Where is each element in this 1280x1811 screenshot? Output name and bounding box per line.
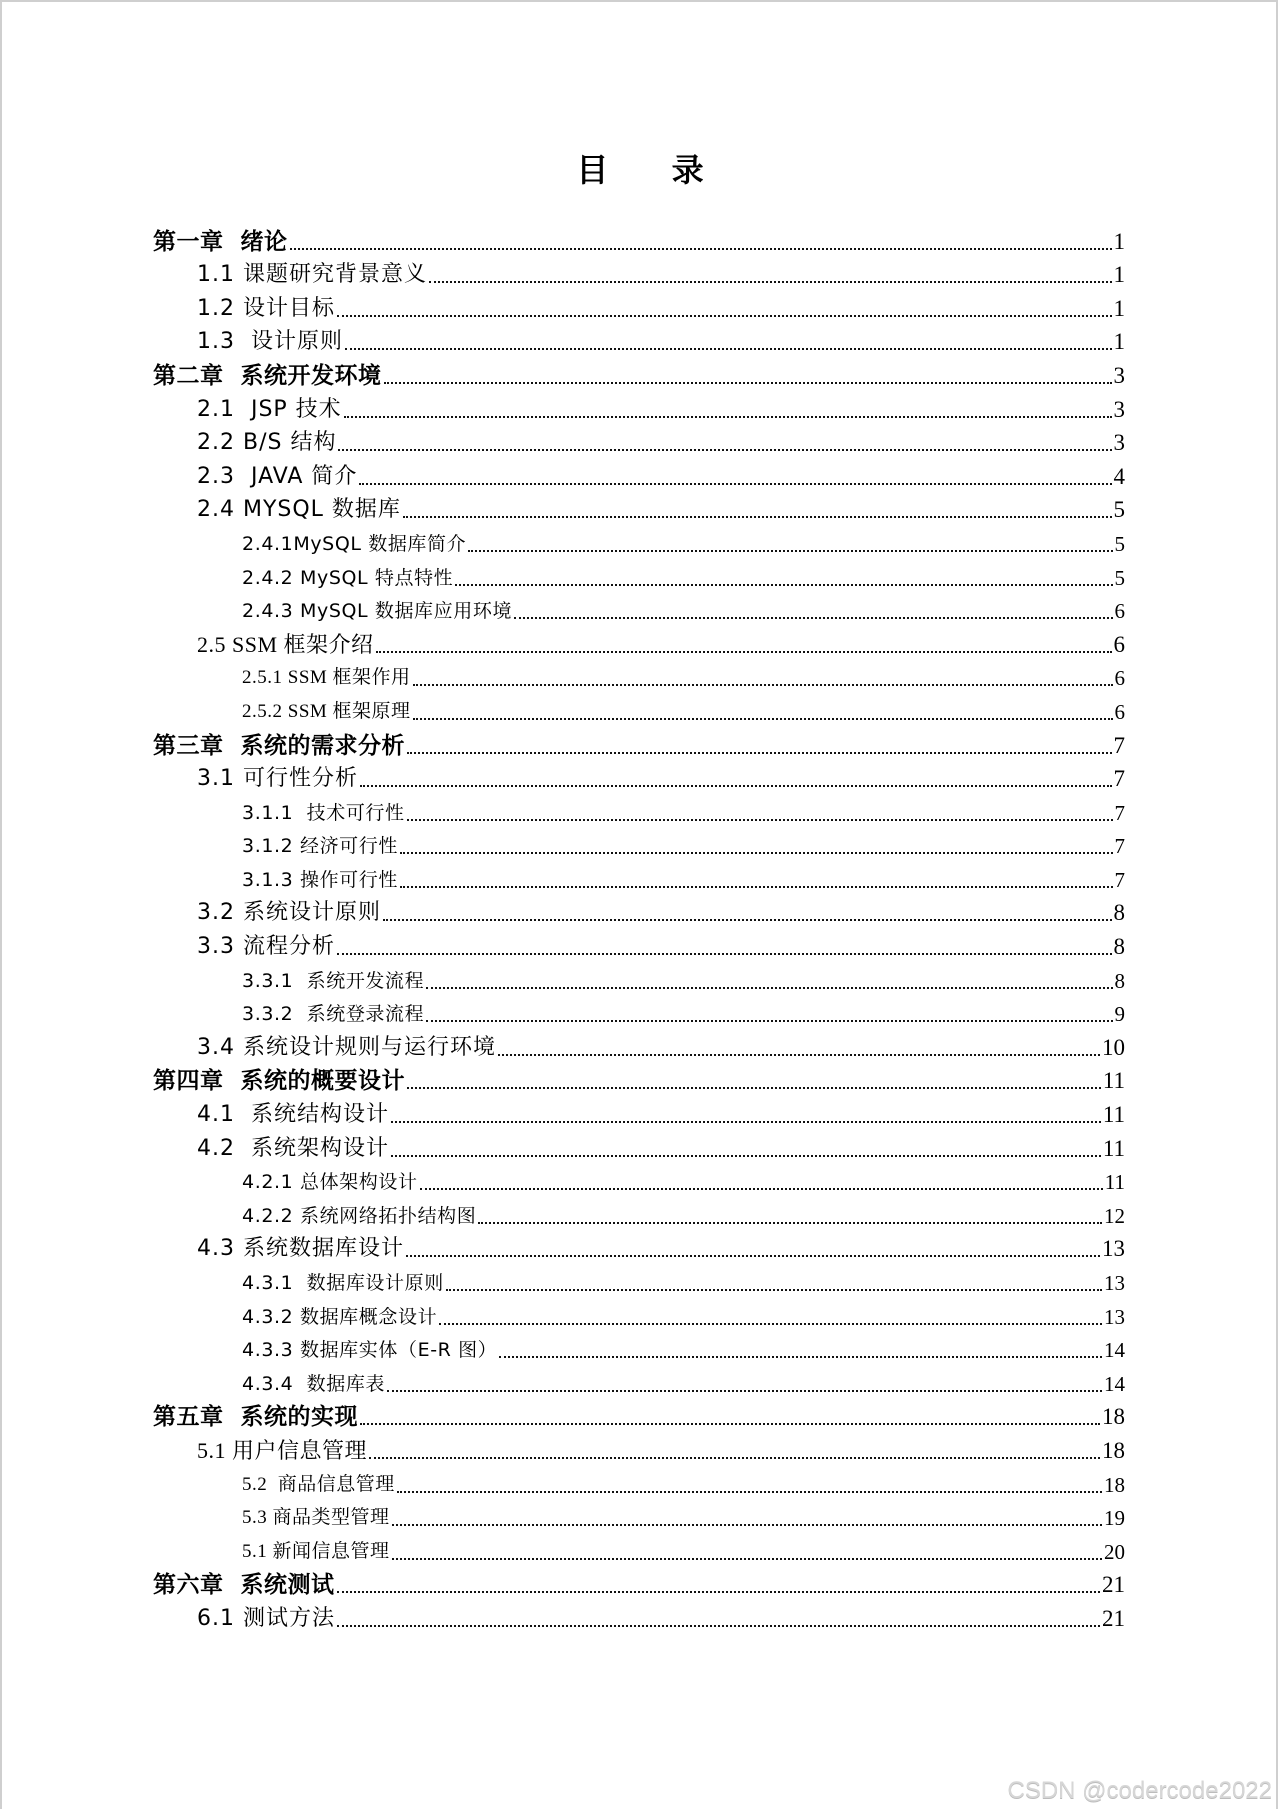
toc-entry-level-3[interactable] [0, 1536, 1280, 1570]
toc-entry-page: 9 [1114, 1002, 1125, 1027]
toc-entry-level-1[interactable] [0, 1066, 1280, 1100]
toc-entry-label: 2.4.2 MySQL 特点特性 [242, 566, 454, 589]
toc-entry-level-2[interactable] [0, 1234, 1280, 1268]
toc-entry-label: 2.5.2 SSM 框架原理 [242, 700, 411, 722]
toc-entry-page: 21 [1102, 1605, 1125, 1631]
toc-entry-level-2[interactable] [0, 898, 1280, 932]
toc-entry-label: 第四章 系统的概要设计 [153, 1068, 406, 1095]
toc-entry-page: 5 [1114, 531, 1125, 556]
dot-leader [407, 1087, 1101, 1089]
dot-leader [426, 987, 1112, 989]
toc-entry-level-1[interactable] [0, 226, 1280, 260]
toc-entry-label: 1.2 设计目标 [197, 295, 335, 321]
dot-leader [337, 1625, 1100, 1627]
toc-entry-level-2[interactable] [0, 260, 1280, 294]
dot-leader [514, 617, 1112, 619]
toc-entry-level-3[interactable] [0, 831, 1280, 865]
dot-leader [439, 1323, 1102, 1325]
dot-leader [397, 1491, 1102, 1493]
toc-entry-page: 3 [1113, 430, 1125, 456]
toc-entry-level-2[interactable] [0, 1435, 1280, 1469]
toc-entry-label: 4.3.3 数据库实体（E-R 图） [242, 1339, 498, 1362]
toc-entry-level-2[interactable] [0, 495, 1280, 529]
toc-entry-label: 2.1 JSP 技术 [197, 396, 342, 422]
toc-entry-level-3[interactable] [0, 696, 1280, 730]
dot-leader [392, 1524, 1102, 1526]
toc-entry-label: 4.2.1 总体架构设计 [242, 1171, 418, 1194]
dot-leader [429, 281, 1112, 283]
toc-entry-label: 4.2.2 系统网络拓扑结构图 [242, 1204, 477, 1227]
toc-entry-label: 3.3.1 系统开发流程 [242, 969, 425, 992]
toc-entry-page: 7 [1113, 732, 1125, 758]
dot-leader [383, 919, 1112, 921]
toc-entry-page: 19 [1104, 1506, 1125, 1531]
dot-leader [337, 953, 1112, 955]
dot-leader [426, 1020, 1112, 1022]
toc-entry-level-2[interactable] [0, 764, 1280, 798]
toc-entry-label: 2.5.1 SSM 框架作用 [242, 667, 411, 689]
toc-entry-page: 6 [1113, 631, 1125, 657]
dot-leader [384, 382, 1112, 384]
toc-entry-label: 5.2 商品信息管理 [242, 1473, 395, 1495]
toc-entry-label: 3.3.2 系统登录流程 [242, 1003, 425, 1026]
dot-leader [359, 483, 1111, 485]
toc-entry-level-3[interactable] [0, 1167, 1280, 1201]
toc-entry-level-3[interactable] [0, 1503, 1280, 1537]
toc-entry-page: 8 [1114, 968, 1125, 993]
toc-entry-label: 3.3 流程分析 [197, 934, 335, 960]
toc-entry-page: 3 [1113, 396, 1125, 422]
toc-entry-label: 2.4 MYSQL 数据库 [197, 497, 401, 523]
toc-entry-label: 3.1.3 操作可行性 [242, 868, 398, 891]
toc-entry-page: 7 [1114, 867, 1125, 892]
toc-entry-label: 第三章 系统的需求分析 [153, 732, 406, 759]
dot-leader [403, 516, 1112, 518]
toc-entry-page: 1 [1113, 295, 1125, 321]
dot-leader [376, 651, 1112, 653]
dot-leader [478, 1222, 1102, 1224]
dot-leader [420, 1188, 1103, 1190]
toc-entry-level-2[interactable] [0, 327, 1280, 361]
dot-leader [400, 852, 1113, 854]
toc-entry-level-2[interactable] [0, 1099, 1280, 1133]
toc-entry-level-3[interactable] [0, 1335, 1280, 1369]
toc-entry-page: 10 [1102, 1034, 1125, 1060]
toc-entry-level-1[interactable] [0, 360, 1280, 394]
toc-entry-label: 3.1 可行性分析 [197, 766, 358, 792]
toc-entry-page: 13 [1104, 1271, 1125, 1295]
toc-entry-label: 1.3 设计原则 [197, 329, 343, 355]
toc-entry-label: 1.1 课题研究背景意义 [197, 262, 427, 288]
toc-entry-level-2[interactable] [0, 1133, 1280, 1167]
dot-leader [290, 248, 1112, 250]
toc-entry-page: 14 [1104, 1338, 1125, 1363]
toc-entry-level-3[interactable] [0, 1301, 1280, 1335]
toc-entry-level-3[interactable] [0, 1469, 1280, 1503]
toc-entry-level-2[interactable] [0, 461, 1280, 495]
dot-leader [498, 1054, 1100, 1056]
toc-entry-label: 第一章 绪论 [153, 228, 288, 255]
toc-entry-page: 11 [1104, 1170, 1125, 1195]
toc-entry-page: 11 [1102, 1135, 1125, 1161]
toc-entry-level-2[interactable] [0, 629, 1280, 663]
toc-entry-page: 18 [1102, 1404, 1125, 1430]
toc-entry-level-2[interactable] [0, 394, 1280, 428]
toc-entry-page: 8 [1113, 934, 1125, 960]
toc-entry-level-2[interactable] [0, 1032, 1280, 1066]
toc-entry-label: 3.1.1 技术可行性 [242, 801, 405, 824]
toc-entry-page: 20 [1104, 1539, 1125, 1564]
toc-entry-level-3[interactable] [0, 965, 1280, 999]
toc-entry-label: 4.1 系统结构设计 [197, 1102, 389, 1128]
dot-leader [387, 1390, 1102, 1392]
dot-leader [392, 1558, 1102, 1560]
watermark: CSDN @codercode2022 [1007, 1777, 1272, 1804]
dot-leader [407, 752, 1111, 754]
toc-entry-level-3[interactable] [0, 797, 1280, 831]
toc-entry-level-3[interactable] [0, 864, 1280, 898]
dot-leader [407, 819, 1113, 821]
dot-leader [406, 1255, 1100, 1257]
toc-entry-level-2[interactable] [0, 428, 1280, 462]
toc-entry-label: 第二章 系统开发环境 [153, 362, 382, 389]
toc-entry-page: 1 [1113, 228, 1125, 254]
toc-entry-level-2[interactable] [0, 931, 1280, 965]
toc-entry-page: 14 [1104, 1371, 1125, 1396]
toc-entry-label: 4.2 系统架构设计 [197, 1135, 389, 1161]
dot-leader [391, 1121, 1101, 1123]
toc-entry-page: 11 [1102, 1068, 1125, 1094]
toc-entry-page: 7 [1114, 834, 1125, 859]
toc-entry-label: 3.2 系统设计原则 [197, 900, 381, 926]
toc-entry-page: 12 [1104, 1203, 1125, 1228]
toc-entry-page: 7 [1113, 766, 1125, 792]
toc-entry-label: 5.1 新闻信息管理 [242, 1540, 390, 1562]
toc-entry-level-1[interactable] [0, 730, 1280, 764]
toc-entry-level-3[interactable] [0, 663, 1280, 697]
table-of-contents [0, 226, 1280, 1637]
toc-entry-page: 6 [1114, 599, 1125, 624]
toc-entry-label: 4.3.2 数据库概念设计 [242, 1305, 438, 1328]
toc-entry-label: 4.3 系统数据库设计 [197, 1236, 404, 1262]
dot-leader [360, 1423, 1100, 1425]
toc-entry-level-3[interactable] [0, 528, 1280, 562]
toc-entry-label: 3.4 系统设计规则与运行环境 [197, 1034, 496, 1060]
toc-entry-label: 3.1.2 经济可行性 [242, 835, 398, 858]
toc-entry-level-2[interactable] [0, 293, 1280, 327]
dot-leader [391, 1155, 1101, 1157]
toc-entry-page: 11 [1102, 1102, 1125, 1128]
toc-entry-page: 1 [1113, 329, 1125, 355]
toc-entry-label: 2.2 B/S 结构 [197, 430, 337, 456]
dot-leader [446, 1289, 1102, 1291]
toc-entry-level-3[interactable] [0, 596, 1280, 630]
toc-entry-page: 7 [1114, 800, 1125, 825]
toc-entry-level-3[interactable] [0, 562, 1280, 596]
page-title: 目 录 [576, 151, 730, 189]
toc-entry-label: 5.3 商品类型管理 [242, 1507, 390, 1529]
toc-entry-page: 3 [1113, 362, 1125, 388]
toc-entry-label: 第五章 系统的实现 [153, 1404, 359, 1431]
dot-leader [344, 416, 1112, 418]
toc-entry-level-3[interactable] [0, 1267, 1280, 1301]
toc-entry-page: 5 [1114, 565, 1125, 590]
toc-entry-level-1[interactable] [0, 1402, 1280, 1436]
toc-entry-label: 4.3.4 数据库表 [242, 1372, 386, 1395]
dot-leader [345, 348, 1112, 350]
dot-leader [455, 584, 1112, 586]
toc-entry-page: 18 [1104, 1472, 1125, 1497]
dot-leader [337, 315, 1112, 317]
toc-entry-page: 21 [1102, 1572, 1125, 1598]
toc-entry-label: 第六章 系统测试 [153, 1572, 335, 1599]
toc-entry-label: 4.3.1 数据库设计原则 [242, 1272, 444, 1294]
toc-entry-label: 6.1 测试方法 [197, 1605, 335, 1631]
dot-leader [338, 449, 1111, 451]
dot-leader [360, 785, 1112, 787]
dot-leader [400, 886, 1113, 888]
toc-entry-page: 5 [1113, 497, 1125, 523]
toc-entry-level-3[interactable] [0, 999, 1280, 1033]
toc-entry-label: 2.4.3 MySQL 数据库应用环境 [242, 600, 513, 623]
dot-leader [468, 550, 1112, 552]
toc-entry-page: 13 [1102, 1236, 1125, 1262]
toc-entry-label: 2.5 SSM 框架介绍 [197, 631, 374, 657]
toc-entry-page: 4 [1113, 463, 1125, 489]
dot-leader [413, 718, 1113, 720]
toc-entry-level-2[interactable] [0, 1603, 1280, 1637]
toc-entry-page: 6 [1114, 699, 1125, 724]
toc-entry-level-3[interactable] [0, 1200, 1280, 1234]
toc-entry-label: 2.3 JAVA 简介 [197, 463, 358, 489]
toc-entry-label: 5.1 用户信息管理 [197, 1437, 368, 1463]
toc-entry-page: 1 [1113, 262, 1125, 288]
dot-leader [337, 1591, 1100, 1593]
toc-entry-level-3[interactable] [0, 1368, 1280, 1402]
toc-entry-page: 6 [1114, 666, 1125, 691]
toc-entry-page: 18 [1102, 1437, 1125, 1463]
dot-leader [369, 1457, 1100, 1459]
dot-leader [413, 684, 1113, 686]
toc-entry-page: 8 [1113, 900, 1125, 926]
toc-entry-label: 2.4.1MySQL 数据库简介 [242, 532, 467, 555]
toc-entry-page: 13 [1104, 1304, 1125, 1329]
dot-leader [499, 1356, 1102, 1358]
toc-entry-level-1[interactable] [0, 1570, 1280, 1604]
